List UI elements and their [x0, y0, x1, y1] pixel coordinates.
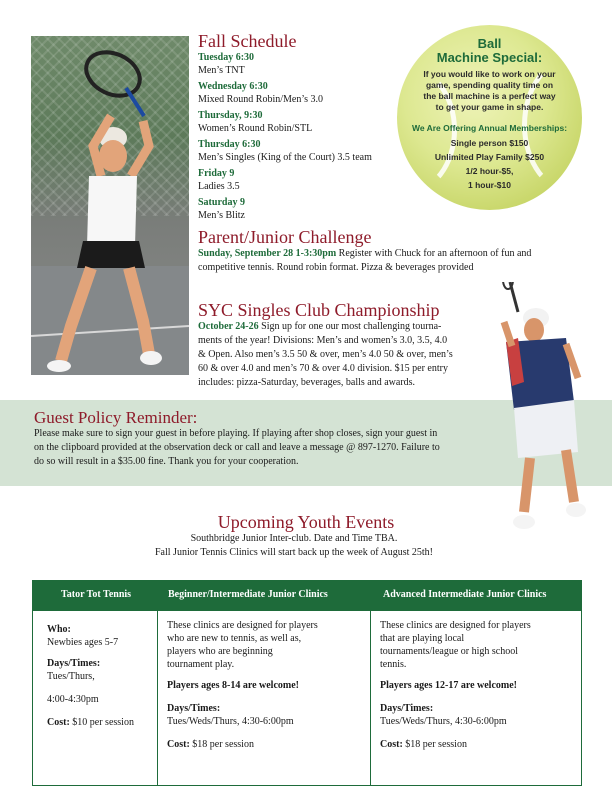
schedule-day: Thursday, 9:30	[198, 110, 263, 121]
header-beginner: Beginner/Intermediate Junior Clinics	[168, 589, 328, 600]
header-tator-tot: Tator Tot Tennis	[61, 589, 132, 600]
advanced-desc-4: tennis.	[380, 659, 407, 670]
beginner-ages: Players ages 8-14 are welcome!	[167, 680, 299, 691]
schedule-event: Men’s Blitz	[198, 210, 245, 221]
advanced-cost-value: $18 per session	[402, 739, 467, 750]
tator-who-value: Newbies ages 5-7	[47, 637, 119, 648]
advanced-desc-2: that are playing local	[380, 633, 465, 644]
guest-policy-line2: on the clipboard provided at the observation deck or call and leave a message @ 897-1270. Failure to	[34, 442, 440, 453]
price-family: Unlimited Play Family $250	[434, 152, 545, 162]
beginner-days-label: Days/Times:	[167, 703, 221, 714]
syc-line5: includes: pizza-Saturday, beverages, balls and awards.	[198, 377, 416, 388]
beginner-desc-1: These clinics are designed for players	[167, 620, 318, 631]
header-advanced: Advanced Intermediate Junior Clinics	[383, 589, 547, 600]
advanced-cell	[380, 619, 575, 793]
syc-line3: & Open. Also men’s 3.5 50 & over, men’s 4.0 50 & over, men’s	[198, 349, 453, 360]
schedule-event: Men’s Singles (King of the Court) 3.5 team	[198, 152, 372, 163]
syc-date: October 24-26	[198, 321, 259, 332]
clinics-table-header	[33, 581, 581, 611]
ball-title-line2: Machine Special:	[436, 50, 543, 65]
parent-junior-title: Parent/Junior Challenge	[198, 227, 372, 247]
beginner-cost-value: $18 per session	[189, 739, 254, 750]
syc-line2: ments of the year! Divisions: Men’s and women’s 3.0, 3.5, 4.0	[198, 335, 448, 346]
male-tennis-player-photo	[478, 282, 588, 540]
youth-events	[0, 512, 612, 560]
price-single: Single person $150	[450, 138, 529, 148]
syc-championship	[198, 300, 498, 390]
advanced-cost-label: Cost:	[380, 739, 403, 750]
price-hour: 1 hour-$10	[468, 180, 511, 190]
ball-memberships-heading: We Are Offering Annual Memberships:	[411, 123, 568, 133]
beginner-desc-3: players who are beginning	[167, 646, 273, 657]
youth-line1: Southbridge Junior Inter-club. Date and Time TBA.	[190, 533, 398, 544]
schedule-day: Saturday 9	[198, 197, 245, 208]
ball-body: If you would like to work on your game, spending quality time on the ball machine is a perfect way to get your game in shape.	[423, 69, 556, 112]
schedule-day: Friday 9	[198, 168, 235, 179]
schedule-event: Women’s Round Robin/STL	[198, 123, 313, 134]
clinics-table	[32, 580, 582, 786]
syc-line4: 60 & over 4.0 and men’s 70 & over 4.0 division. $15 per entry	[198, 363, 448, 374]
tator-who-label: Who:	[47, 624, 71, 635]
parent-junior-text: Register with Chuck for an afternoon of fun and competitive tennis. Round robin format. Pizza & beverages provided	[198, 248, 532, 273]
youth-line2: Fall Junior Tennis Clinics will start back up the week of August 25th!	[155, 547, 433, 558]
price-half-hour: 1/2 hour-$5,	[465, 166, 514, 176]
guest-policy-title: Guest Policy Reminder:	[34, 408, 198, 427]
schedule-event: Ladies 3.5	[198, 181, 240, 192]
guest-policy-line1: Please make sure to sign your guest in before playing. If playing after shop closes, sign your guest in	[34, 428, 438, 439]
parent-junior-date: Sunday, September 28 1-3:30pm	[198, 248, 337, 259]
guest-policy-line3: do so will result in a $35.00 fine. Thank you for your cooperation.	[34, 456, 299, 467]
advanced-days-value: Tues/Weds/Thurs, 4:30-6:00pm	[380, 716, 507, 727]
tator-time-value: 4:00-4:30pm	[47, 694, 99, 705]
beginner-desc-4: tournament play.	[167, 659, 235, 670]
schedule-day: Thursday 6:30	[198, 139, 261, 150]
advanced-desc-1: These clinics are designed for players	[380, 620, 531, 631]
ball-title-line1: Ball	[477, 36, 502, 51]
tennis-player-photo	[31, 36, 189, 375]
advanced-ages: Players ages 12-17 are welcome!	[380, 680, 517, 691]
youth-title: Upcoming Youth Events	[217, 512, 395, 532]
parent-junior-challenge	[198, 227, 538, 275]
advanced-days-label: Days/Times:	[380, 703, 434, 714]
tator-cost-value: $10 per session	[69, 717, 134, 728]
schedule-event: Mixed Round Robin/Men’s 3.0	[198, 94, 324, 105]
schedule-day: Wednesday 6:30	[198, 81, 268, 92]
beginner-desc-2: who are new to tennis, as well as,	[167, 633, 302, 644]
ball-machine-special	[397, 25, 582, 210]
syc-title: SYC Singles Club Championship	[198, 300, 440, 320]
tator-cost-label: Cost:	[47, 717, 70, 728]
tator-days-value: Tues/Thurs,	[47, 671, 95, 682]
syc-line1: Sign up for one our most challenging tourna-	[258, 321, 442, 332]
advanced-desc-3: tournaments/league or high school	[380, 646, 519, 657]
schedule-event: Men’s TNT	[198, 65, 245, 76]
fall-schedule-title: Fall Schedule	[198, 31, 297, 51]
beginner-days-value: Tues/Weds/Thurs, 4:30-6:00pm	[167, 716, 294, 727]
beginner-cost-label: Cost:	[167, 739, 190, 750]
tator-tot-cell	[47, 623, 153, 797]
guest-policy	[34, 408, 504, 469]
schedule-day: Tuesday 6:30	[198, 52, 255, 63]
tator-days-label: Days/Times:	[47, 658, 101, 669]
beginner-cell	[167, 619, 367, 793]
